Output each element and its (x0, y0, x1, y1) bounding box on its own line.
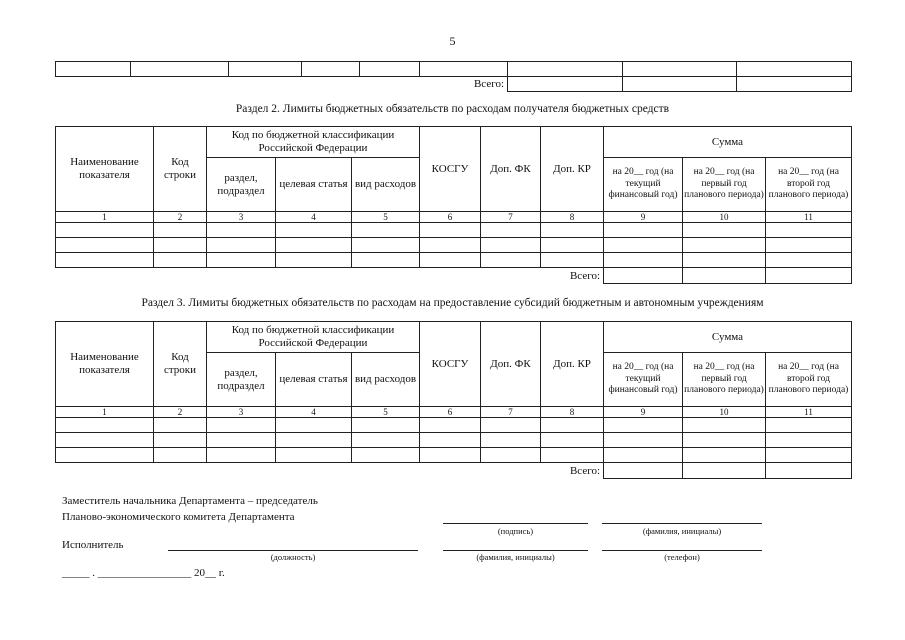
column-number: 7 (481, 212, 541, 223)
header-section: раздел, подраздел (207, 353, 276, 407)
table-row (56, 223, 852, 238)
table-cell (302, 62, 360, 77)
header-year-current: на 20__ год (на текущий финансовый год) (604, 158, 683, 212)
table-row (56, 253, 852, 268)
column-number: 4 (276, 407, 352, 418)
signature-label: (подпись) (497, 526, 534, 536)
header-year-second: на 20__ год (на второй год планового периода) (766, 158, 852, 212)
header-dop-fk: Доп. ФК (481, 127, 541, 212)
header-target: целевая статья (276, 353, 352, 407)
table-row (56, 448, 852, 463)
total-cell (766, 268, 852, 284)
header-expense-type: вид расходов (352, 158, 420, 212)
column-number: 6 (420, 407, 481, 418)
phone-label: (телефон) (664, 552, 700, 562)
header-target: целевая статья (276, 158, 352, 212)
column-number: 10 (683, 212, 766, 223)
position-line (168, 550, 418, 551)
header-kosgu: КОСГУ (420, 322, 481, 407)
executor-name-label: (фамилия, инициалы) (476, 552, 555, 562)
date-line: _____ . _________________ 20__ г. (62, 567, 225, 579)
deputy-title-line2: Планово-экономического комитета Департамента (62, 511, 295, 523)
total-label: Всего: (569, 269, 600, 282)
column-number: 11 (766, 407, 852, 418)
total-cell (683, 463, 766, 479)
column-number: 3 (207, 212, 276, 223)
section2-table (55, 126, 852, 284)
column-number: 9 (604, 407, 683, 418)
total-label: Всего: (569, 464, 600, 477)
phone-line (602, 550, 762, 551)
table-row (56, 418, 852, 433)
table-cell (420, 62, 508, 77)
column-number: 5 (352, 212, 420, 223)
table-cell (360, 62, 420, 77)
section3-title: Раздел 3. Лимиты бюджетных обязательств по расходам на предоставление субсидий бюджетным и автономным учреждениям (141, 297, 764, 309)
total-cell (623, 77, 737, 92)
column-number: 4 (276, 212, 352, 223)
table-cell (131, 62, 229, 77)
header-expense-type: вид расходов (352, 353, 420, 407)
name-initials-line (602, 523, 762, 524)
top-continuation-table (55, 61, 852, 92)
total-cell (683, 268, 766, 284)
column-number: 9 (604, 212, 683, 223)
total-cell (604, 268, 683, 284)
signature-line (443, 523, 588, 524)
header-code-line: Код строки (154, 127, 207, 212)
header-code-line: Код строки (154, 322, 207, 407)
executor-name-line (443, 550, 588, 551)
table-cell (737, 62, 852, 77)
header-section: раздел, подраздел (207, 158, 276, 212)
header-dop-fk: Доп. ФК (481, 322, 541, 407)
total-cell (604, 463, 683, 479)
table-row (56, 238, 852, 253)
header-year-first: на 20__ год (на первый год планового периода) (683, 353, 766, 407)
header-year-first: на 20__ год (на первый год планового периода) (683, 158, 766, 212)
column-number: 8 (541, 407, 604, 418)
executor-label: Исполнитель (62, 539, 124, 551)
column-number: 3 (207, 407, 276, 418)
column-number: 11 (766, 212, 852, 223)
section3-table (55, 321, 852, 479)
header-bk-code: Код по бюджетной классификации Российской Федерации (207, 322, 420, 353)
total-cell (737, 77, 852, 92)
table-cell (229, 62, 302, 77)
column-number: 6 (420, 212, 481, 223)
table-cell (56, 62, 131, 77)
header-bk-code: Код по бюджетной классификации Российской Федерации (207, 127, 420, 158)
column-number: 5 (352, 407, 420, 418)
position-label: (должность) (270, 552, 316, 562)
total-cell (508, 77, 623, 92)
header-dop-kr: Доп. КР (541, 127, 604, 212)
total-label: Всего: (473, 78, 504, 91)
table-cell (508, 62, 623, 77)
header-name: Наименование показателя (56, 127, 154, 212)
header-year-second: на 20__ год (на второй год планового периода) (766, 353, 852, 407)
column-number: 2 (154, 212, 207, 223)
header-kosgu: КОСГУ (420, 127, 481, 212)
column-number: 1 (56, 212, 154, 223)
section2-title: Раздел 2. Лимиты бюджетных обязательств по расходам получателя бюджетных средств (235, 103, 670, 115)
header-year-current: на 20__ год (на текущий финансовый год) (604, 353, 683, 407)
header-sum: Сумма (604, 322, 852, 353)
header-name: Наименование показателя (56, 322, 154, 407)
column-number: 1 (56, 407, 154, 418)
table-cell (623, 62, 737, 77)
column-number: 8 (541, 212, 604, 223)
page-number: 5 (449, 34, 456, 48)
deputy-title-line1: Заместитель начальника Департамента – председатель (62, 495, 318, 507)
name-initials-label: (фамилия, инициалы) (642, 526, 722, 536)
total-cell (766, 463, 852, 479)
column-number: 7 (481, 407, 541, 418)
column-number: 2 (154, 407, 207, 418)
table-row (56, 433, 852, 448)
header-dop-kr: Доп. КР (541, 322, 604, 407)
header-sum: Сумма (604, 127, 852, 158)
column-number: 10 (683, 407, 766, 418)
